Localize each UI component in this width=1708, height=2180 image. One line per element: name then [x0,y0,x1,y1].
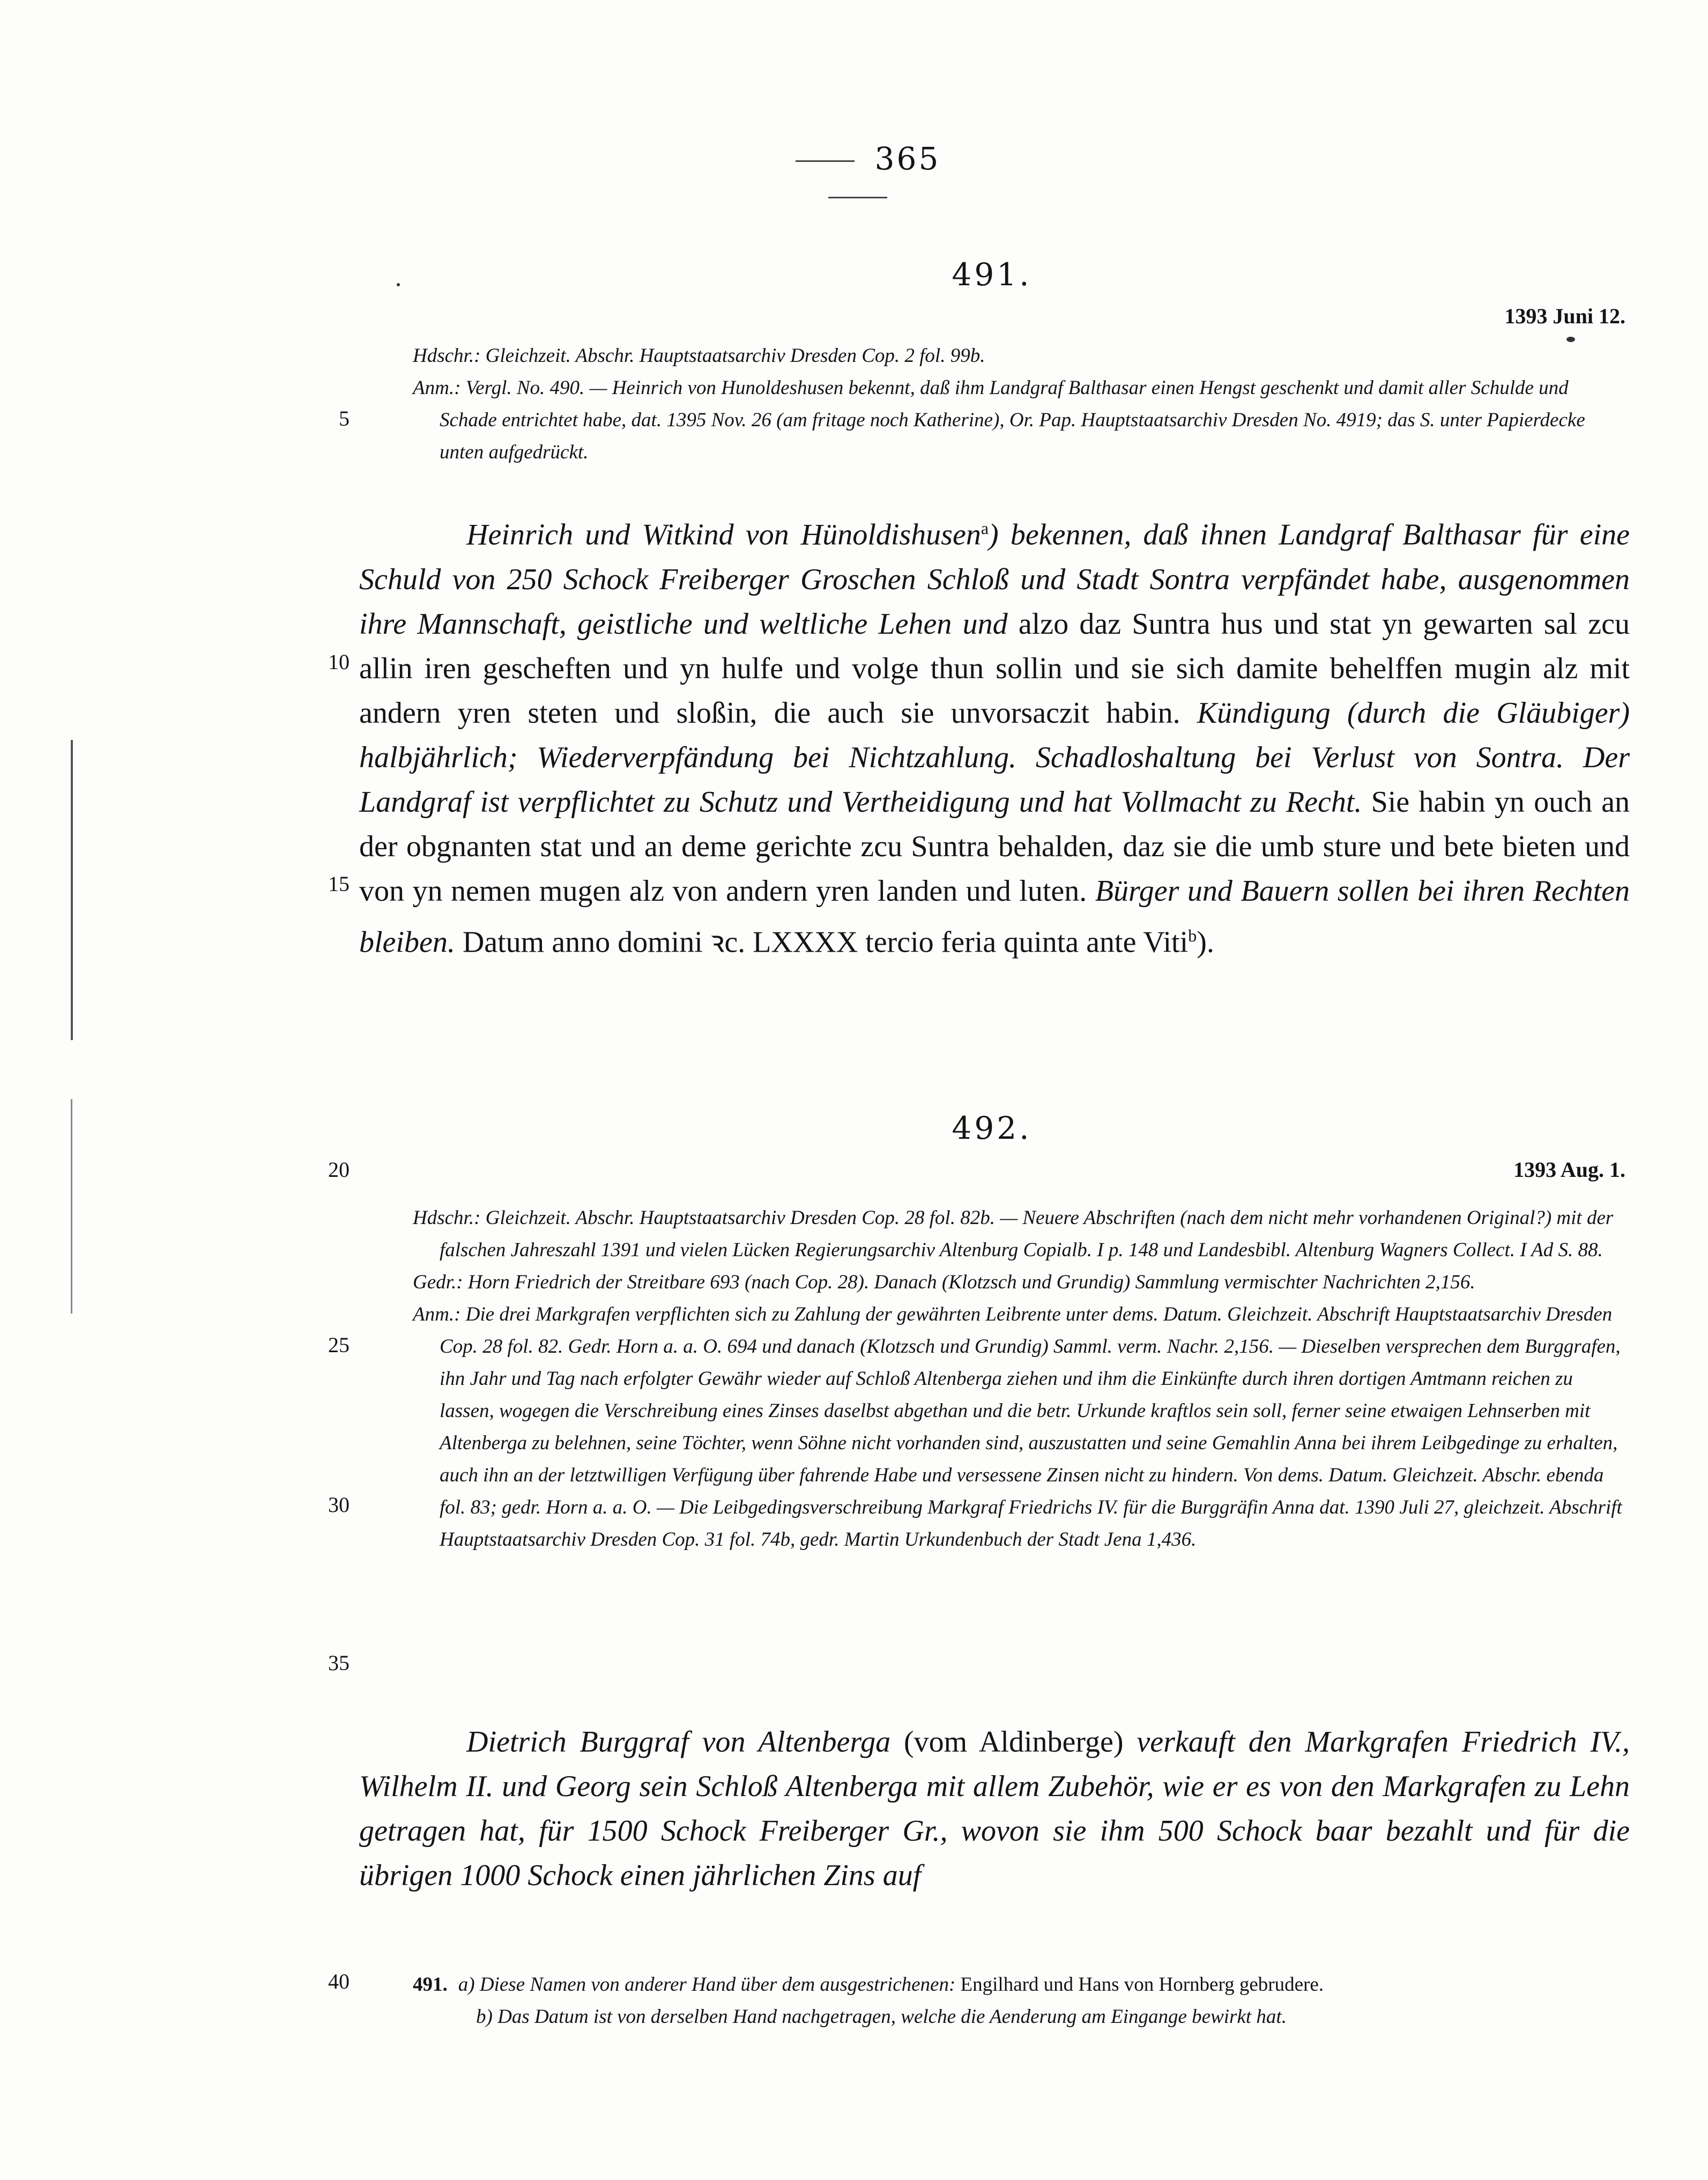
line-number: 30 [328,1493,350,1517]
margin-scan-line [71,740,73,1040]
doc-491-date: 1393 Juni 12. [1504,304,1625,328]
doc-491-anm: Anm.: Vergl. No. 490. — Heinrich von Hunoldeshusen bekennt, daß ihm Landgraf Balthasar einen Hengst geschenkt und damit aller Schulde und Schade entrichtet habe, dat. 1395 Nov. 26 (am fritage noch Katherine), Or. Pap. Hauptstaatsarchiv Dresden No. 4919; das S. unter Papierdecke unten aufgedrückt. [413,377,1585,463]
doc-492-text: Dietrich Burggraf von Altenberga (vom Aldinberge) verkauft den Markgrafen Friedrich IV., Wilhelm II. und Georg sein Schloß Altenberga mit allem Zubehör, wie er es von den Markgrafen zu Lehn getragen hat, für 1500 Schock Freiberger Gr., wovon sie ihm 500 Schock baar bezahlt und für die übrigen 1000 Schock einen jährlichen Zins auf [359,1725,1630,1892]
line-number: 15 [328,872,350,896]
doc-492-date: 1393 Aug. 1. [1513,1158,1625,1182]
doc-491-number: 491. [952,256,1032,293]
doc-491-hdschr: Hdschr.: Gleichzeit. Abschr. Hauptstaatsarchiv Dresden Cop. 2 fol. 99b. [413,345,985,367]
line-number: 40 [328,1969,350,1993]
doc-492-apparatus [413,1202,1630,1556]
footnotes: 491. a) Diese Namen von anderer Hand über dem ausgestrichenen: Engilhard und Hans von Hornberg gebrudere. b) Das Datum ist von derselben Hand nachgetragen, welche die Aenderung am Eingange bewirkt hat. [413,1974,1324,2028]
line-number: 25 [328,1333,350,1357]
doc-492-hdschr: Hdschr.: Gleichzeit. Abschr. Hauptstaatsarchiv Dresden Cop. 28 fol. 82b. — Neuere Abschriften (nach dem nicht mehr vorhandenen Original?) mit der falschen Jahreszahl 1391 und vielen Lücken Regierungsarchiv Altenburg Copialb. I p. 148 und Landesbibl. Altenburg Wagners Collect. I Ad S. 88. [413,1207,1614,1261]
doc-492-number: 492. [952,1110,1032,1146]
speck [397,283,400,286]
doc-492-gedr: Gedr.: Horn Friedrich der Streitbare 693 (nach Cop. 28). Danach (Klotzsch und Grundig) Sammlung vermischter Nachrichten 2,156. [413,1271,1475,1293]
line-number: 35 [328,1651,350,1675]
line-number: 5 [339,406,350,431]
doc-491-apparatus [413,340,1630,469]
rule-left [796,160,855,162]
doc-492-anm: Anm.: Die drei Markgrafen verpflichten sich zu Zahlung der gewährten Leibrente unter dems. Datum. Gleichzeit. Abschrift Hauptstaatsarchiv Dresden Cop. 28 fol. 82. Gedr. Horn a. a. O. 694 und danach (Klotzsch und Grundig) Samml. verm. Nachr. 2,156. — Dieselben versprechen dem Burggrafen, ihn Jahr und Tag nach erfolgter Gewähr wieder auf Schloß Altenberga ziehen und ihm die Einkünfte durch ihren dortigen Amtmann reichen zu lassen, wogegen die Verschreibung eines Zinses daselbst abgethan und die betr. Urkunde kraftlos sein soll, ferner seine etwaigen Lehnserben mit Altenberga zu belehnen, seine Töchter, wenn Söhne nicht vorhanden sind, auszustatten und seine Gemahlin Anna bei ihrem Leibgedinge zu erhalten, auch ihn an der letztwilligen Verfügung über fahrende Habe und versessene Zinsen nicht zu hindern. Von dems. Datum. Gleichzeit. Abschr. ebenda fol. 83; gedr. Horn a. a. O. — Die Leibgedingsverschreibung Markgraf Friedrichs IV. für die Burggräfin Anna dat. 1390 Juli 27, gleichzeit. Abschrift Hauptstaatsarchiv Dresden Cop. 31 fol. 74b, gedr. Martin Urkundenbuch der Stadt Jena 1,436. [413,1303,1622,1551]
line-number: 10 [328,650,350,674]
margin-scan-line [71,1099,72,1314]
line-number: 20 [328,1158,350,1182]
rule-right [828,197,887,198]
page-number: 365 [751,140,965,213]
doc-491-text: Heinrich und Witkind von Hünoldishusen$^a$) bekennen, daß ihnen Landgraf Balthasar für eine Schuld von 250 Schock Freiberger Groschen Schloß und Stadt Sontra verpfändet habe, ausgenommen ihre Mannschaft, geistliche und weltliche Lehen und alzo daz Suntra hus und stat yn gewarten sal zcu allin iren gescheften und yn hulfe und volge thun sollin und sie sich damite behelffen mugin alz mit andern yren steten und sloßin, die auch sie unvorsaczit habin. Kündigung (durch die Gläubiger) halbjährlich; Wiederverpfändung bei Nichtzahlung. Schadloshaltung bei Verlust von Sontra. Der Landgraf ist verpflichtet zu Schutz und Vertheidigung und hat Vollmacht zu Recht. Sie habin yn ouch an der obgnanten stat und an deme gerichte zcu Suntra behalden, daz sie die umb sture und bete bieten und von yn nemen mugen alz von andern yren landen und luten. Bürger und Bauern sollen bei ihren Rechten bleiben. Datum anno domini ꝛc. LXXXX tercio feria quinta ante Viti$^b$). [359,518,1630,959]
